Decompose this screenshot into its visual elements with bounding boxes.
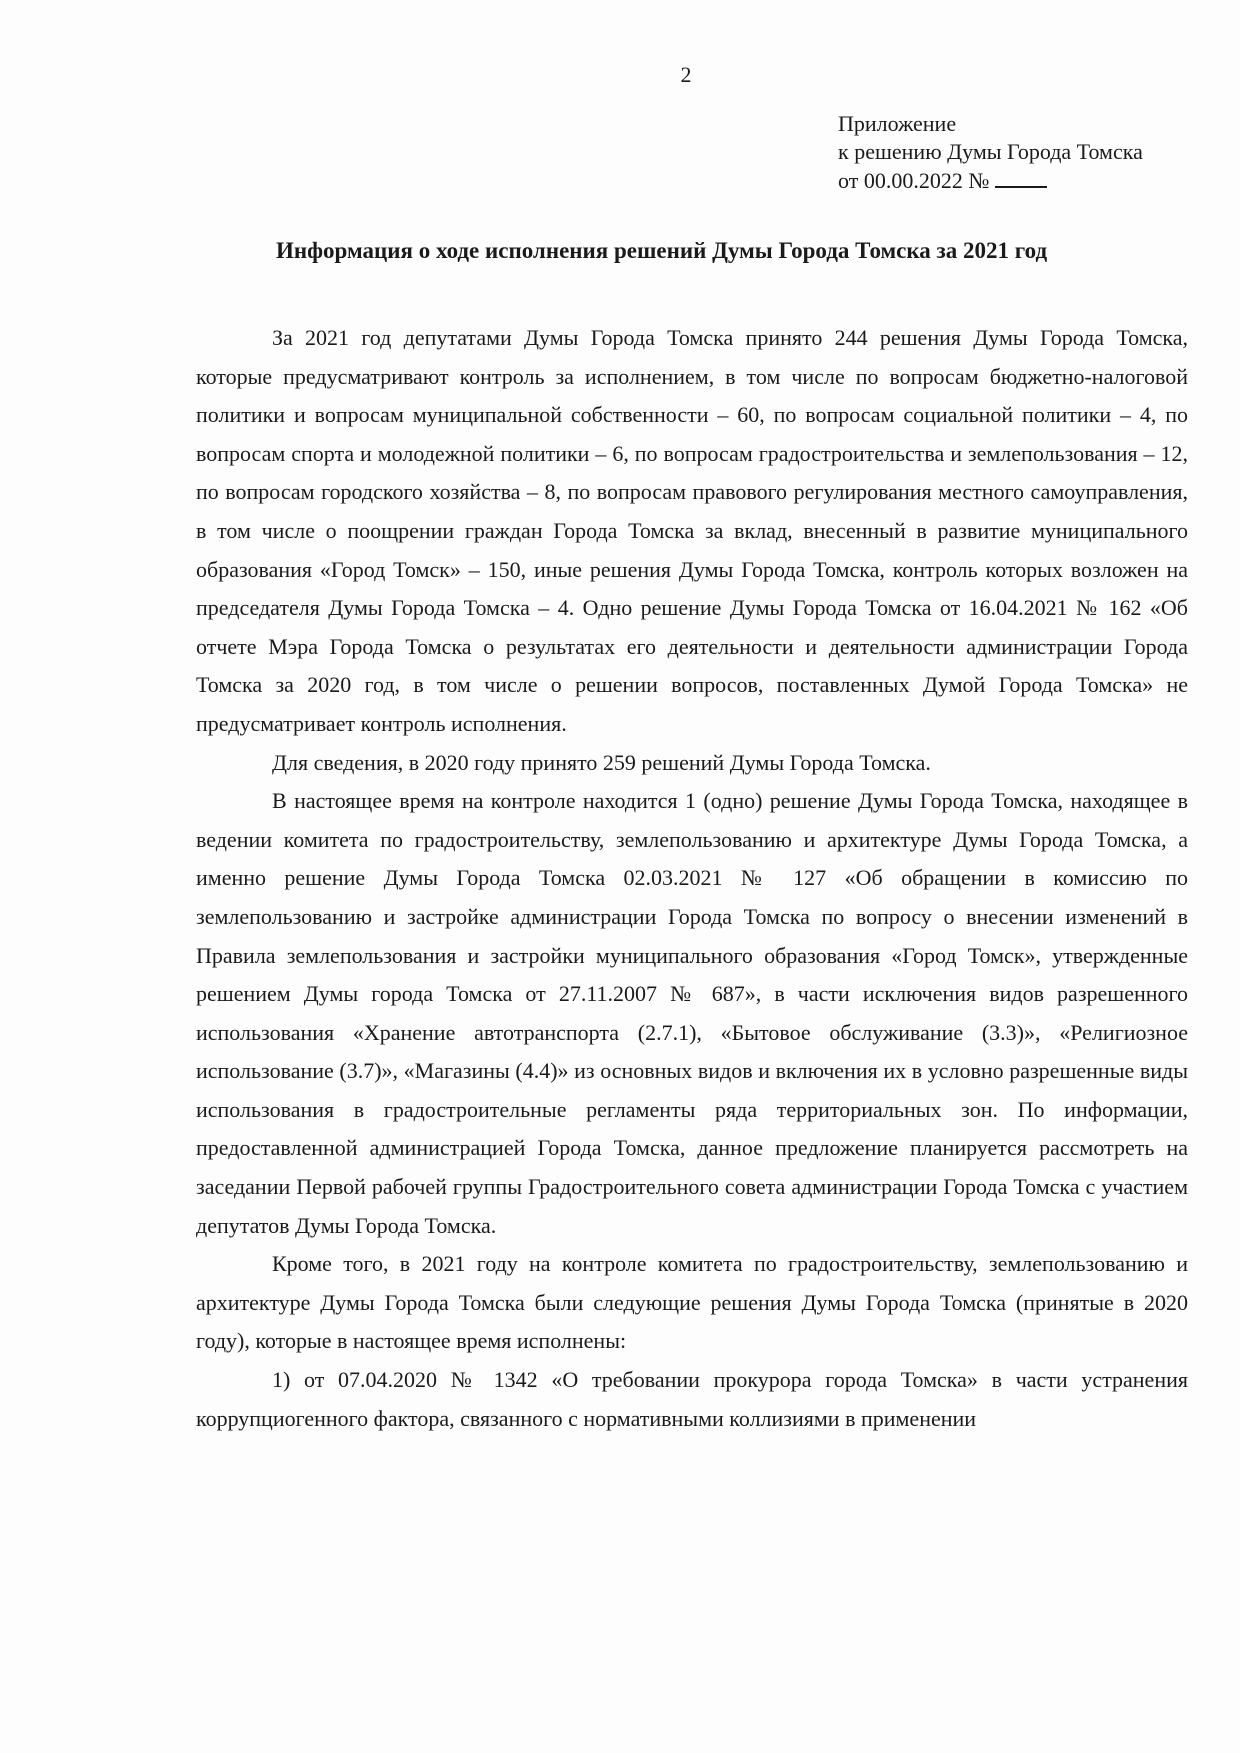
appendix-line-1: Приложение — [838, 111, 957, 136]
paragraph-decisions-2021: За 2021 год депутатами Думы Города Томска принято 244 решения Думы Города Томска, которые предусматривают контроль за исполнением, в том числе по вопросам бюджетно-налоговой политики и вопросам муниципальной собственности – 60, по вопросам социальной политики – 4, по вопросам спорта и молодежной политики – 6, по вопросам градостроительства и землепользования – 12, по вопросам городского хозяйства – 8, по вопросам правового регулирования местного самоуправления, в том числе о поощрении граждан Города Томска за вклад, внесенный в развитие муниципального образования «Город Томск» – 150, иные решения Думы Города Томска, контроль которых возложен на председателя Думы Города Томска – 4. Одно решение Думы Города Томска от 16.04.2021 № 162 «Об отчете Мэра Города Томска о результатах его деятельности и деятельности администрации Города Томска за 2020 год, в том числе о решении вопросов, поставленных Думой Города Томска» не предусматривает контроль исполнения. — [196, 325, 1188, 736]
document-body — [196, 319, 1188, 1438]
decision-number-blank — [995, 166, 1047, 188]
appendix-line-2: к решению Думы Города Томска — [838, 139, 1143, 164]
paragraph-on-control: В настоящее время на контроле находится 1 (одно) решение Думы Города Томска, находящее в ведении комитета по градостроительству, землепользованию и архитектуре Думы Города Томска, а именно решение Думы Города Томска 02.03.2021 № 127 «Об обращении в комиссию по землепользованию и застройке администрации Города Томска по вопросу о внесении изменений в Правила землепользования и застройки муниципального образования «Город Томск», утвержденные решением Думы города Томска от 27.11.2007 № 687», в части исключения видов разрешенного использования «Хранение автотранспорта (2.7.1), «Бытовое обслуживание (3.3)», «Религиозное использование (3.7)», «Магазины (4.4)» из основных видов и включения их в условно разрешенные виды использования в градостроительные регламенты ряда территориальных зон. По информации, предоставленной администрацией Города Томска, данное предложение планируется рассмотреть на заседании Первой рабочей группы Градостроительного совета администрации Города Томска с участием депутатов Думы Города Томска. — [196, 788, 1188, 1238]
document-title: Информация о ходе исполнения решений Думы Города Томска за 2021 год — [276, 238, 1048, 263]
appendix-line-3 — [838, 166, 1143, 195]
appendix-date: от 00.00.2022 № — [838, 168, 990, 193]
page-number: 2 — [680, 62, 692, 87]
paragraph-decisions-2020: Для сведения, в 2020 году принято 259 решений Думы Города Томска. — [272, 749, 931, 775]
appendix-block — [838, 110, 1143, 195]
paragraph-completed-decisions: Кроме того, в 2021 году на контроле комитета по градостроительству, землепользованию и архитектуре Думы Города Томска были следующие решения Думы Города Томска (принятые в 2020 году), которые в настоящее время исполнены: — [196, 1251, 1188, 1354]
paragraph-item-1: 1) от 07.04.2020 № 1342 «О требовании прокурора города Томска» в части устранения коррупциогенного фактора, связанного с нормативными коллизиями в применении — [196, 1367, 1188, 1431]
